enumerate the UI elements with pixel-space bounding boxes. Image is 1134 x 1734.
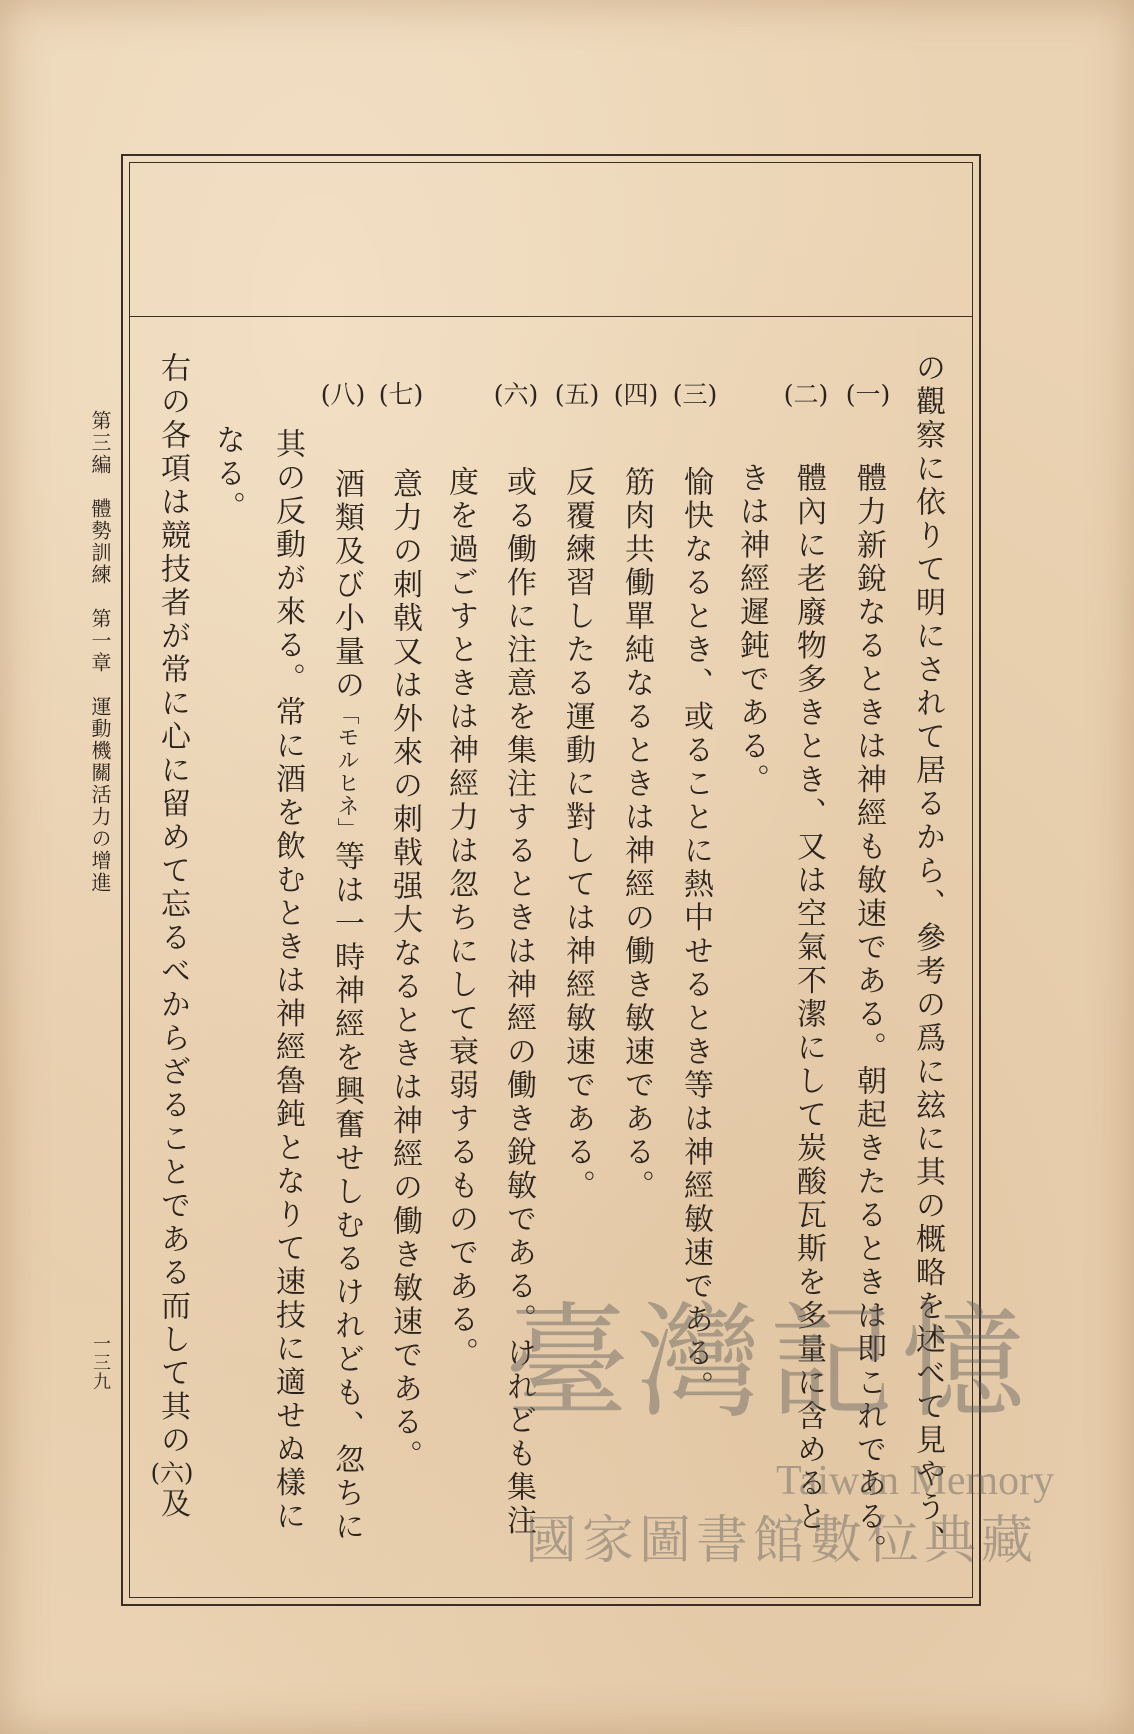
intro-line: の觀察に依りて明にされて居るから、參考の爲に玆に其の概略を述べて見やう、 xyxy=(910,352,945,1558)
watermark-english: Taiwan Memory xyxy=(776,1458,1055,1504)
item-marker: (三) xyxy=(672,380,718,409)
item-line: 酒類及び小量の「モルヒネ」等は一時神經を興奮せしむるけれども、忽ちに xyxy=(329,468,364,1544)
item-marker: (二) xyxy=(783,380,829,409)
item-marker: (五) xyxy=(554,380,600,409)
item-marker: (六) xyxy=(493,380,539,409)
item-line: 愉快なるとき、或ることに熱中せるとき等は神經敏速である。 xyxy=(678,466,713,1404)
running-header: 第三編 體勢訓練 第一章 運動機關活力の增進 xyxy=(88,410,112,894)
item-reference: (六) xyxy=(150,1458,194,1487)
closing-line: 右の各項は競技者が常に心に留めて忘るべからざることである而して其の(六)及 xyxy=(150,352,194,1521)
item-line: きは神經遲鈍である。 xyxy=(734,462,769,797)
item-line: 筋肉共働單純なるときは神經の働き敏速である。 xyxy=(619,466,654,1203)
watermark-logo: 臺灣記憶 xyxy=(505,1291,1034,1435)
item-marker: (八) xyxy=(320,380,366,409)
item-line: 體內に老廢物多きとき、又は空氣不潔にして炭酸瓦斯を多量に含めると xyxy=(791,462,826,1534)
item-line: 度を過ごすときは神經力は忽ちにして衰弱するものである。 xyxy=(443,466,478,1371)
item-line: 反覆練習したる運動に對しては神經敏速である。 xyxy=(560,466,595,1203)
header-divider-rule xyxy=(129,316,973,317)
item-line: なる。 xyxy=(210,424,245,525)
item-line: 體力新銳なるときは神經も敏速である。朝起きたるときは即これである。 xyxy=(851,462,886,1568)
bracketed-term: 「モルヒネ」 xyxy=(334,702,359,841)
item-line: 或る働作に注意を集注するときは神經の働き銳敏である。けれども集注 xyxy=(501,466,536,1538)
item-line: 其の反動が來る。常に酒を飲むときは神經魯鈍となりて速技に適せぬ樣に xyxy=(270,428,305,1534)
page-number: 一三九 xyxy=(90,1334,111,1391)
watermark-institution: 國家圖書館數位典藏 xyxy=(525,1511,1039,1571)
item-marker: (七) xyxy=(378,380,424,409)
item-marker: (四) xyxy=(613,380,659,409)
item-marker: (一) xyxy=(845,380,891,409)
item-line: 意力の刺戟又は外來の刺戟强大なるときは神經の働き敏速である。 xyxy=(387,468,422,1473)
